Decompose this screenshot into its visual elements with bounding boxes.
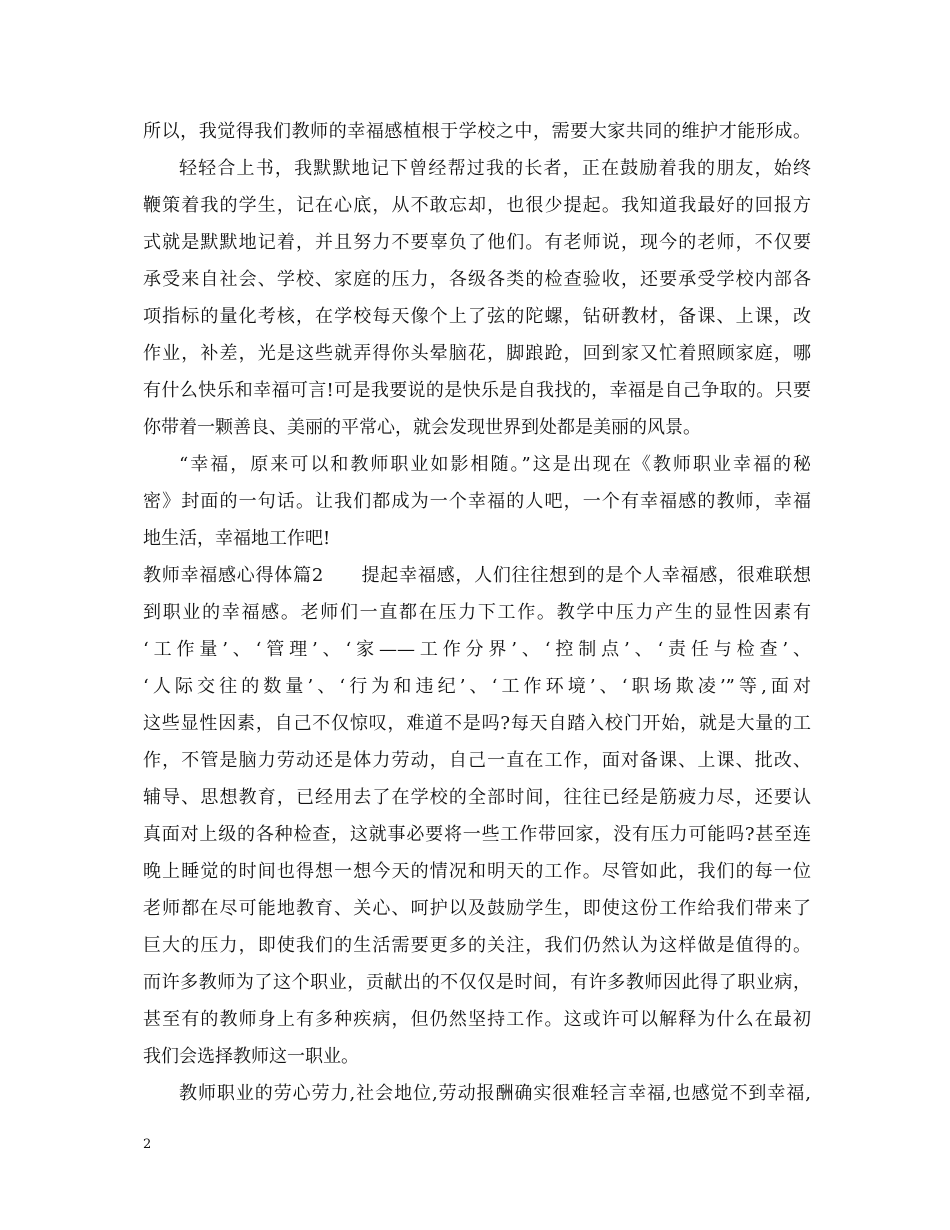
text-line: 地生活，幸福地工作吧! (143, 528, 331, 549)
text-line: 有什么快乐和幸福可言!可是我要说的是快乐是自我找的，幸福是自己争取的。只要 (143, 380, 811, 401)
text-line: 项指标的量化考核，在学校每天像个上了弦的陀螺，钻研教材，备课、上课，改 (143, 306, 811, 327)
text-line: ‘工作量’、‘管理’、‘家——工作分界’、‘控制点’、‘责任与检查’、 (143, 639, 811, 660)
text-line: 轻轻合上书，我默默地记下曾经帮过我的长者，正在鼓励着我的朋友，始终 (179, 158, 811, 179)
text-line: 教师职业的劳心劳力,社会地位,劳动报酬确实很难轻言幸福,也感觉不到幸福, (179, 1083, 811, 1104)
text-line: 教师幸福感心得体篇2 提起幸福感，人们往往想到的是个人幸福感，很难联想 (143, 565, 811, 586)
text-line: 所以，我觉得我们教师的幸福感植根于学校之中，需要大家共同的维护才能形成。 (143, 121, 811, 142)
text-line: 辅导、思想教育，已经用去了在学校的全部时间，往往已经是筋疲力尽，还要认 (143, 787, 811, 808)
text-line: 真面对上级的各种检查，这就事必要将一些工作带回家，没有压力可能吗?甚至连 (143, 824, 811, 845)
text-line: 到职业的幸福感。老师们一直都在压力下工作。教学中压力产生的显性因素有 (143, 602, 811, 623)
text-line: 这些显性因素，自己不仅惊叹，难道不是吗?每天自踏入校门开始，就是大量的工 (143, 713, 811, 734)
text-line: 承受来自社会、学校、家庭的压力，各级各类的检查验收，还要承受学校内部各 (143, 269, 811, 290)
page-number: 2 (143, 1137, 152, 1152)
text-line: 作，不管是脑力劳动还是体力劳动，自己一直在工作，面对备课、上课、批改、 (143, 750, 811, 771)
text-line: 鞭策着我的学生，记在心底，从不敢忘却，也很少提起。我知道我最好的回报方 (143, 195, 811, 216)
text-line: 晚上睡觉的时间也得想一想今天的情况和明天的工作。尽管如此，我们的每一位 (143, 861, 811, 882)
text-line: 巨大的压力，即使我们的生活需要更多的关注，我们仍然认为这样做是值得的。 (143, 935, 811, 956)
text-line: 甚至有的教师身上有多种疾病，但仍然坚持工作。这或许可以解释为什么在最初 (143, 1009, 811, 1030)
text-line: 密》封面的一句话。让我们都成为一个幸福的人吧，一个有幸福感的教师，幸福 (143, 491, 811, 512)
text-line: 我们会选择教师这一职业。 (143, 1046, 359, 1067)
text-line: 老师都在尽可能地教育、关心、呵护以及鼓励学生，即使这份工作给我们带来了 (143, 898, 811, 919)
text-line: “幸福，原来可以和教师职业如影相随。”这是出现在《教师职业幸福的秘 (179, 454, 811, 475)
text-line: 你带着一颗善良、美丽的平常心，就会发现世界到处都是美丽的风景。 (143, 417, 701, 438)
text-line: 而许多教师为了这个职业，贡献出的不仅仅是时间，有许多教师因此得了职业病， (143, 972, 811, 993)
text-line: 式就是默默地记着，并且努力不要辜负了他们。有老师说，现今的老师，不仅要 (143, 232, 811, 253)
text-line: 作业，补差，光是这些就弄得你头晕脑花，脚踉跄，回到家又忙着照顾家庭，哪 (143, 343, 811, 364)
text-line: ‘人际交往的数量’、‘行为和违纪’、‘工作环境’、‘职场欺凌’”等,面对 (143, 676, 811, 697)
